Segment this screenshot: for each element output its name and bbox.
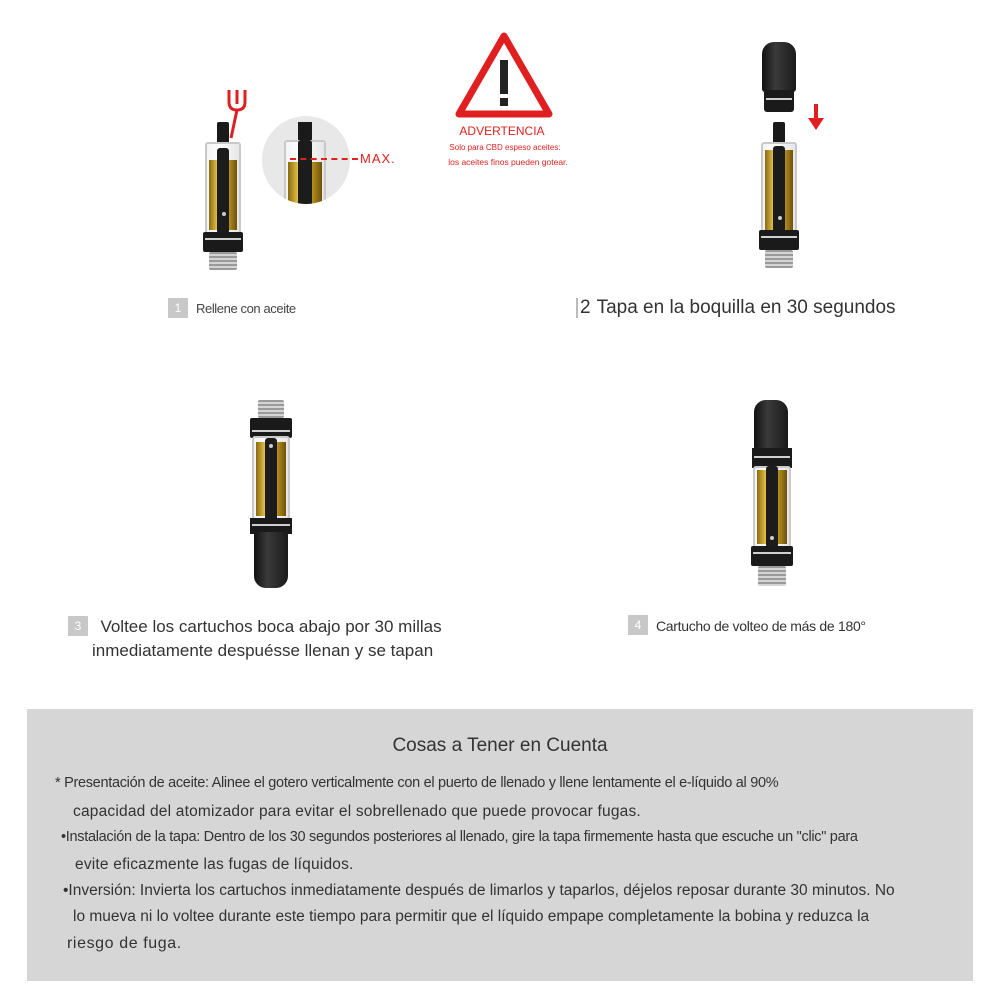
- step1-label: [168, 298, 296, 320]
- step4-illustration: [748, 400, 798, 590]
- step3-text-line1: Voltee los cartuchos boca abajo por 30 millas: [100, 617, 442, 636]
- warning-line2: los aceites finos pueden gotear.: [448, 157, 568, 167]
- step3-number: 3: [68, 616, 88, 636]
- notes-panel: [27, 709, 973, 981]
- warning-title: ADVERTENCIA: [459, 124, 545, 138]
- warning-line1: Solo para CBD espeso aceites:: [449, 143, 561, 152]
- step3-label: [68, 616, 442, 662]
- max-label: MAX.: [360, 151, 396, 166]
- step3-text-line2: inmediatamente despuésse llenan y se tapan: [92, 641, 434, 660]
- step2-text: Tapa en la boquilla en 30 segundos: [596, 297, 896, 318]
- note1-line2: capacidad del atomizador para evitar el sobrellenado que puede provocar fugas.: [73, 803, 641, 820]
- step4-text: Cartucho de volteo de más de 180°: [656, 618, 866, 634]
- step1-illustration: [195, 88, 265, 274]
- note3-line2: lo mueva ni lo voltee durante este tiempo para permitir que el líquido empape completamente la bobina y reduzca la: [73, 908, 870, 925]
- step2-number: 2: [580, 297, 591, 318]
- step1-text: Rellene con aceite: [196, 301, 296, 316]
- step2-number-bar: [576, 298, 578, 318]
- max-line: [290, 158, 358, 160]
- step1-number: 1: [168, 298, 188, 318]
- step4-label: [628, 615, 866, 637]
- note3-line3: riesgo de fuga.: [67, 935, 182, 952]
- max-line-magnifier: [262, 116, 350, 204]
- step4-number: 4: [628, 615, 648, 635]
- step3-illustration: [246, 400, 296, 590]
- notes-title: Cosas a Tener en Cuenta: [392, 735, 608, 756]
- step2-illustration: [752, 42, 832, 272]
- note3-line1: •Inversión: Invierta los cartuchos inmediatamente después de limarlos y taparlos, déjelos reposar durante 30 minutos. No: [63, 882, 895, 899]
- note1-line1: * Presentación de aceite: Alinee el gotero verticalmente con el puerto de llenado y llene lentamente el e-líquido al 90%: [55, 775, 779, 791]
- note2-line2: evite eficazmente las fugas de líquidos.: [75, 856, 354, 873]
- note2-line1: •Instalación de la tapa: Dentro de los 30 segundos posteriores al llenado, gire la tapa firmemente hasta que escuche un "clic" para: [61, 829, 858, 845]
- step2-label: [576, 296, 896, 320]
- warning-triangle-icon: [455, 32, 553, 118]
- arrow-down-icon: [808, 104, 824, 130]
